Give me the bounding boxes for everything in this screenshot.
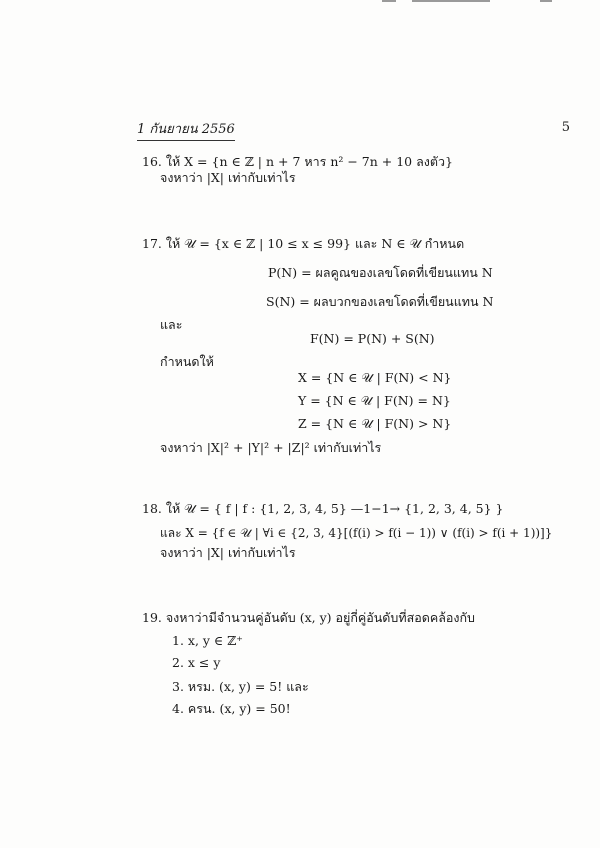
page-number: 5 bbox=[561, 120, 570, 135]
problem-17-question: จงหาว่า |X|² + |Y|² + |Z|² เท่ากับเท่าไร bbox=[160, 440, 382, 455]
given-label: กำหนดให้ bbox=[160, 354, 214, 369]
problem-19-statement: 19. จงหาว่ามีจำนวนคู่อันดับ (x, y) อยู่กี่คู่อันดับที่สอดคล้องกับ bbox=[142, 610, 475, 625]
set-z: Z = {N ∈ 𝒰 | F(N) > N} bbox=[298, 416, 452, 431]
set-x: X = {N ∈ 𝒰 | F(N) < N} bbox=[298, 370, 452, 385]
problem-18-set-definition: และ X = {f ∈ 𝒰 | ∀i ∈ {2, 3, 4}[(f(i) > f(i − 1)) ∨ (f(i) > f(i + 1))]} bbox=[160, 526, 553, 540]
problem-17-statement: 17. ให้ 𝒰 = {x ∈ ℤ | 10 ≤ x ≤ 99} และ N ∈ 𝒰 กำหนด bbox=[142, 236, 465, 251]
scan-mark bbox=[412, 0, 490, 2]
scan-mark bbox=[540, 0, 552, 2]
problem-16-statement: 16. ให้ X = {n ∈ ℤ | n + 7 หาร n² − 7n + 10 ลงตัว} bbox=[142, 154, 453, 169]
page-header bbox=[137, 118, 570, 136]
definition-p: P(N) = ผลคูณของเลขโดดที่เขียนแทน N bbox=[268, 265, 493, 280]
scan-mark bbox=[382, 0, 396, 2]
condition-item: 4. ครน. (x, y) = 50! bbox=[172, 701, 291, 716]
set-y: Y = {N ∈ 𝒰 | F(N) = N} bbox=[298, 393, 451, 408]
condition-item: 2. x ≤ y bbox=[172, 655, 221, 670]
condition-item: 1. x, y ∈ ℤ⁺ bbox=[172, 633, 243, 648]
condition-item: 3. หรม. (x, y) = 5! และ bbox=[172, 679, 309, 694]
definition-s: S(N) = ผลบวกของเลขโดดที่เขียนแทน N bbox=[266, 294, 494, 309]
header-date: 1 กันยายน 2556 bbox=[137, 118, 235, 141]
problem-18-question: จงหาว่า |X| เท่ากับเท่าไร bbox=[160, 545, 296, 560]
and-label: และ bbox=[160, 317, 183, 332]
problem-18-statement: 18. ให้ 𝒰 = { f | f : {1, 2, 3, 4, 5} —1−1→ {1, 2, 3, 4, 5} } bbox=[142, 501, 504, 516]
definition-f: F(N) = P(N) + S(N) bbox=[310, 331, 435, 346]
problem-16-question: จงหาว่า |X| เท่ากับเท่าไร bbox=[160, 170, 296, 185]
